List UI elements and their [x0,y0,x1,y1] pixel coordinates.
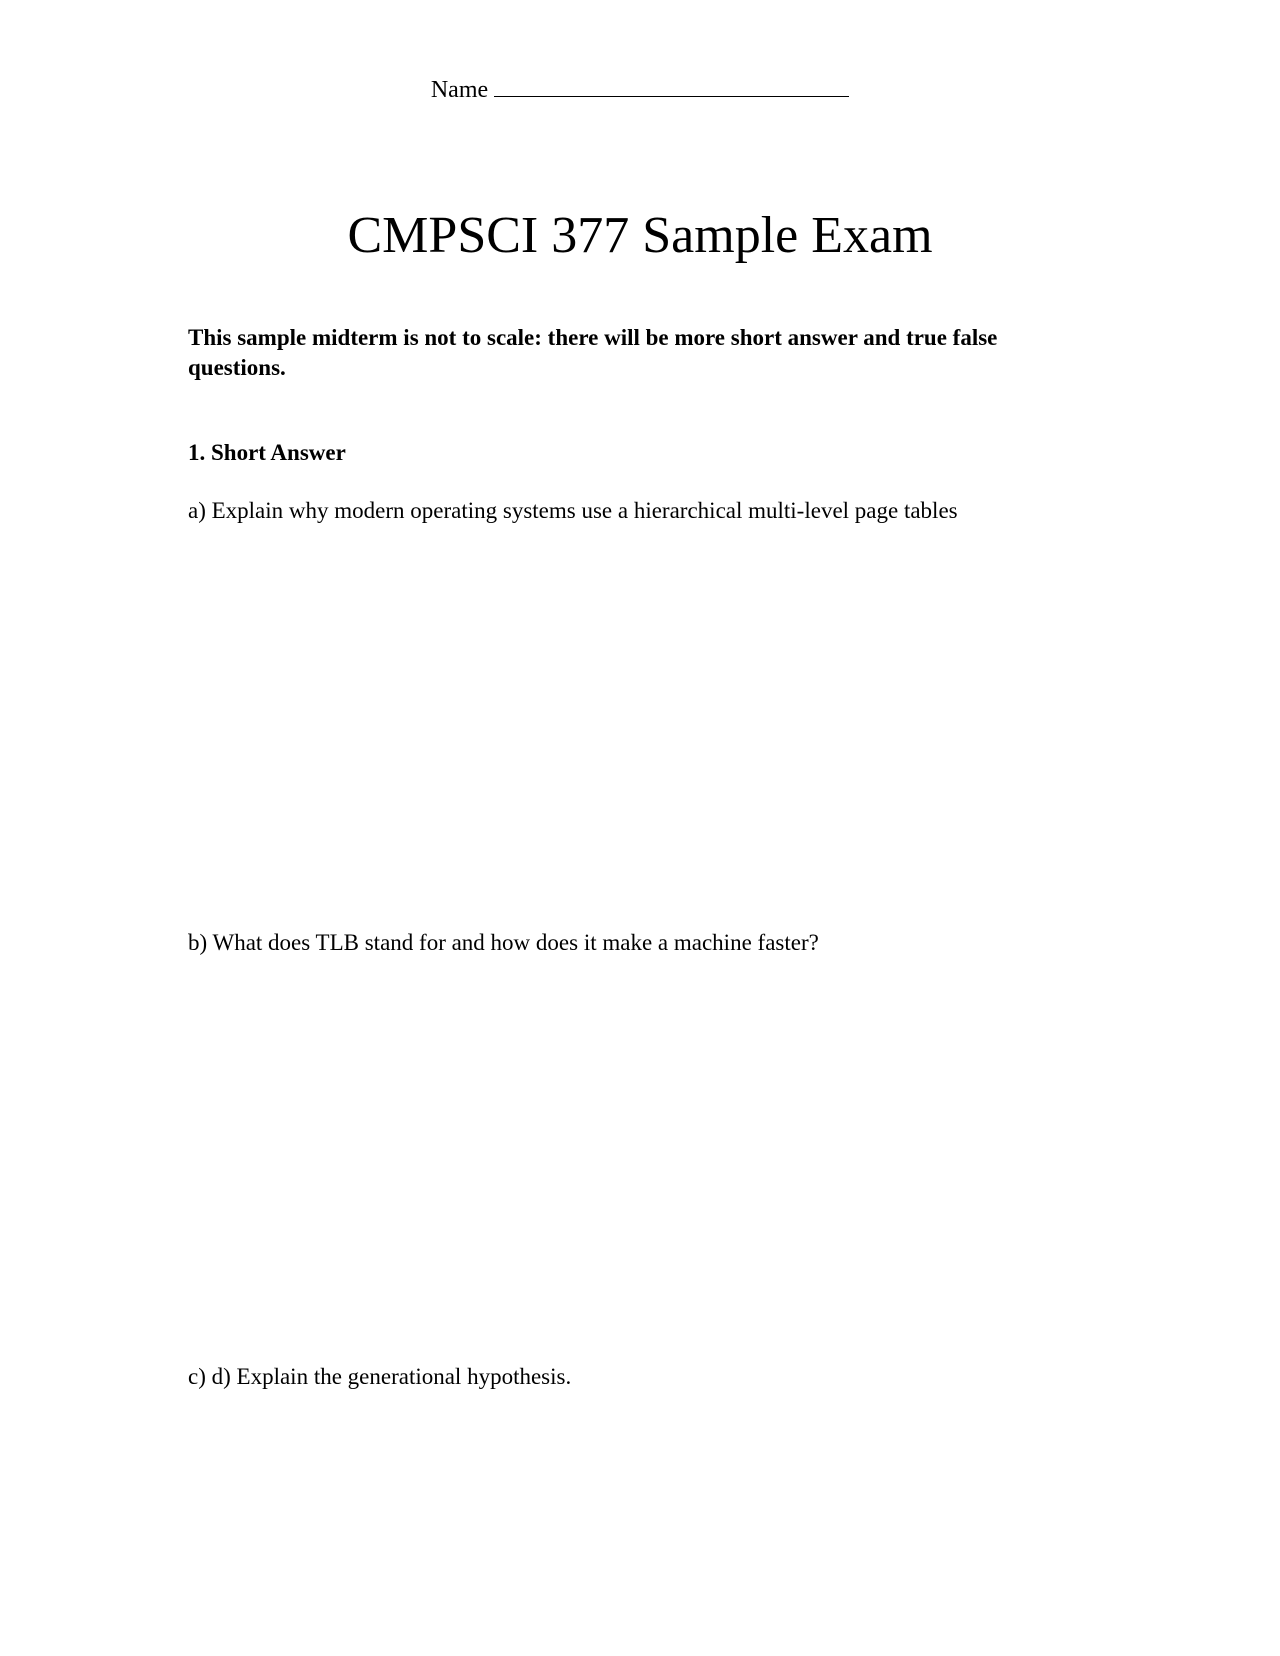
answer-space-b[interactable] [188,962,1093,1342]
name-blank-line[interactable] [494,72,849,97]
section-heading-short-answer: 1. Short Answer [188,440,346,465]
question-a: a) Explain why modern operating systems use a hierarchical multi-level page tables [188,498,958,523]
question-b: b) What does TLB stand for and how does it make a machine faster? [188,930,819,955]
question-c: c) d) Explain the generational hypothesis. [188,1364,572,1389]
exam-notice: This sample midterm is not to scale: there will be more short answer and true false questions. [188,325,998,380]
answer-space-c[interactable] [188,1396,1093,1636]
name-field [0,72,1280,106]
name-label: Name [430,77,489,103]
exam-title: CMPSCI 377 Sample Exam [347,207,933,264]
answer-space-a[interactable] [188,530,1093,910]
